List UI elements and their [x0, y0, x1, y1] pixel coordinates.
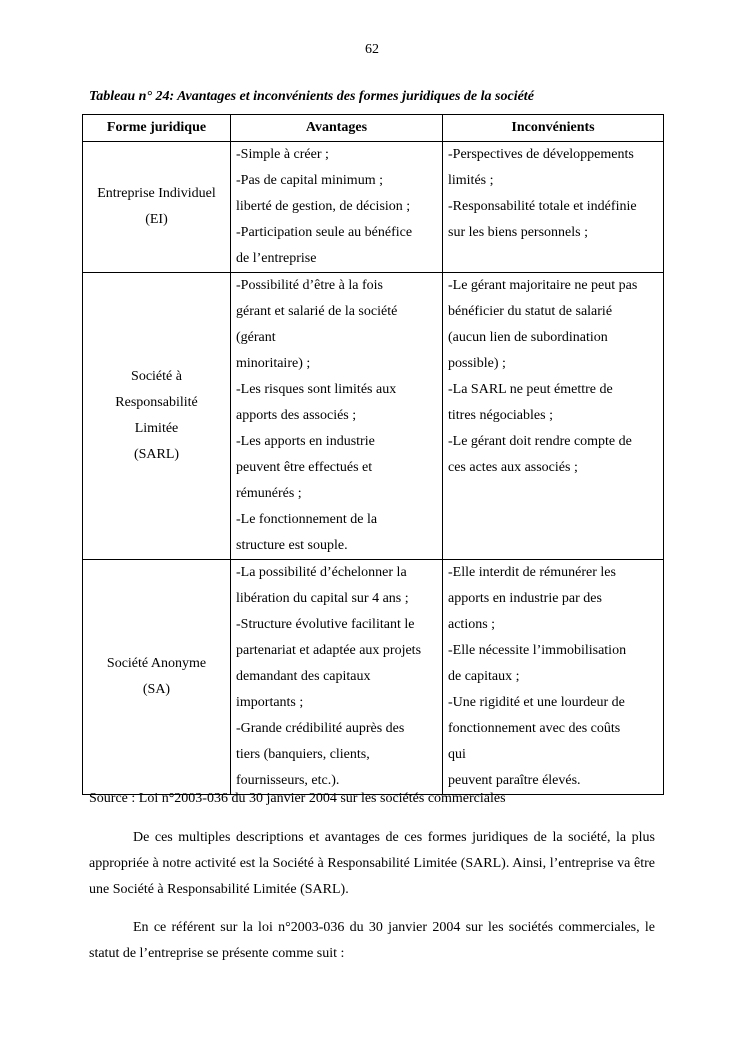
- cell-line: importants ;: [236, 695, 304, 710]
- cell-line: -Structure évolutive facilitant le: [236, 617, 415, 632]
- cell-line: -La possibilité d’échelonner la: [236, 565, 407, 580]
- cell-line: libération du capital sur 4 ans ;: [236, 591, 409, 606]
- cell-line: qui: [448, 747, 466, 762]
- cell-line: titres négociables ;: [448, 408, 553, 423]
- cell-line: (aucun lien de subordination: [448, 330, 608, 345]
- cell-line: -Le gérant majoritaire ne peut pas: [448, 278, 638, 293]
- cell-line: -Responsabilité totale et indéfinie: [448, 199, 637, 214]
- cell-line: Limitée: [134, 421, 179, 436]
- cell-line: Responsabilité: [115, 395, 198, 410]
- cell-line: -Le gérant doit rendre compte de: [448, 434, 632, 449]
- cell-line: fournisseurs, etc.).: [236, 773, 340, 788]
- cell-line: -Possibilité d’être à la fois: [236, 278, 383, 293]
- header-disadvantages: Inconvénients: [443, 115, 664, 142]
- legal-form-cell: [83, 273, 231, 560]
- disadvantages-cell: [443, 273, 664, 560]
- cell-line: -La SARL ne peut émettre de: [448, 382, 613, 397]
- legal-form-cell: [83, 142, 231, 273]
- cell-line: -Elle nécessite l’immobilisation: [448, 643, 627, 658]
- paragraph-text: En ce référent sur la loi n°2003-036 du 30 janvier 2004 sur les sociétés commerciales, le statut de l’entreprise se présente comme suit :: [89, 920, 655, 961]
- header-legal-form: Forme juridique: [83, 115, 231, 142]
- cell-line: partenariat et adaptée aux projets: [236, 643, 422, 658]
- table-row: [83, 560, 664, 795]
- cell-line: -Les apports en industrie: [236, 434, 375, 449]
- paragraph: [89, 825, 655, 903]
- cell-line: -Participation seule au bénéfice: [236, 225, 413, 240]
- cell-line: (gérant: [236, 330, 276, 345]
- cell-line: apports des associés ;: [236, 408, 357, 423]
- cell-line: de l’entreprise: [236, 251, 317, 266]
- cell-line: -Perspectives de développements: [448, 147, 634, 162]
- table-header-row: [83, 115, 664, 142]
- cell-line: Entreprise Individuel: [97, 186, 216, 201]
- header-advantages: Avantages: [231, 115, 443, 142]
- cell-line: peuvent paraître élevés.: [448, 773, 581, 788]
- cell-line: liberté de gestion, de décision ;: [236, 199, 411, 214]
- cell-line: sur les biens personnels ;: [448, 225, 588, 240]
- cell-line: -Grande crédibilité auprès des: [236, 721, 405, 736]
- cell-line: (EI): [145, 212, 168, 227]
- cell-line: apports en industrie par des: [448, 591, 602, 606]
- table-source: Source : Loi n°2003-036 du 30 janvier 2004 sur les sociétés commerciales: [89, 791, 506, 806]
- cell-line: de capitaux ;: [448, 669, 520, 684]
- cell-line: bénéficier du statut de salarié: [448, 304, 613, 319]
- disadvantages-cell: [443, 142, 664, 273]
- cell-line: -Elle interdit de rémunérer les: [448, 565, 616, 580]
- cell-line: limités ;: [448, 173, 494, 188]
- page-number: 62: [365, 42, 379, 57]
- cell-line: minoritaire) ;: [236, 356, 311, 371]
- cell-line: gérant et salarié de la société: [236, 304, 398, 319]
- cell-line: -Simple à créer ;: [236, 147, 329, 162]
- legal-form-cell: [83, 560, 231, 795]
- cell-line: tiers (banquiers, clients,: [236, 747, 370, 762]
- advantages-cell: [231, 142, 443, 273]
- legal-forms-table: [82, 114, 664, 795]
- cell-line: -Le fonctionnement de la: [236, 512, 378, 527]
- cell-line: structure est souple.: [236, 538, 348, 553]
- cell-line: rémunérés ;: [236, 486, 302, 501]
- paragraph: [89, 915, 655, 967]
- cell-line: Société Anonyme: [106, 656, 207, 671]
- table-row: [83, 273, 664, 560]
- cell-line: fonctionnement avec des coûts: [448, 721, 621, 736]
- cell-line: -Pas de capital minimum ;: [236, 173, 383, 188]
- cell-line: -Une rigidité et une lourdeur de: [448, 695, 625, 710]
- cell-line: ces actes aux associés ;: [448, 460, 578, 475]
- cell-line: Société à: [131, 369, 182, 384]
- paragraph-text: De ces multiples descriptions et avantages de ces formes juridiques de la société, la plus appropriée à notre activité est la Société à Responsabilité Limitée (SARL). Ainsi, l’entreprise va être une Société à Responsabilité Limitée (SARL).: [89, 830, 655, 897]
- table-row: [83, 142, 664, 273]
- cell-line: (SA): [142, 682, 171, 697]
- cell-line: possible) ;: [448, 356, 506, 371]
- cell-line: -Les risques sont limités aux: [236, 382, 397, 397]
- cell-line: peuvent être effectués et: [236, 460, 373, 475]
- cell-line: actions ;: [448, 617, 496, 632]
- cell-line: (SARL): [133, 447, 180, 462]
- advantages-cell: [231, 273, 443, 560]
- table-caption: Tableau n° 24: Avantages et inconvénients des formes juridiques de la société: [89, 89, 534, 104]
- disadvantages-cell: [443, 560, 664, 795]
- advantages-cell: [231, 560, 443, 795]
- cell-line: demandant des capitaux: [236, 669, 371, 684]
